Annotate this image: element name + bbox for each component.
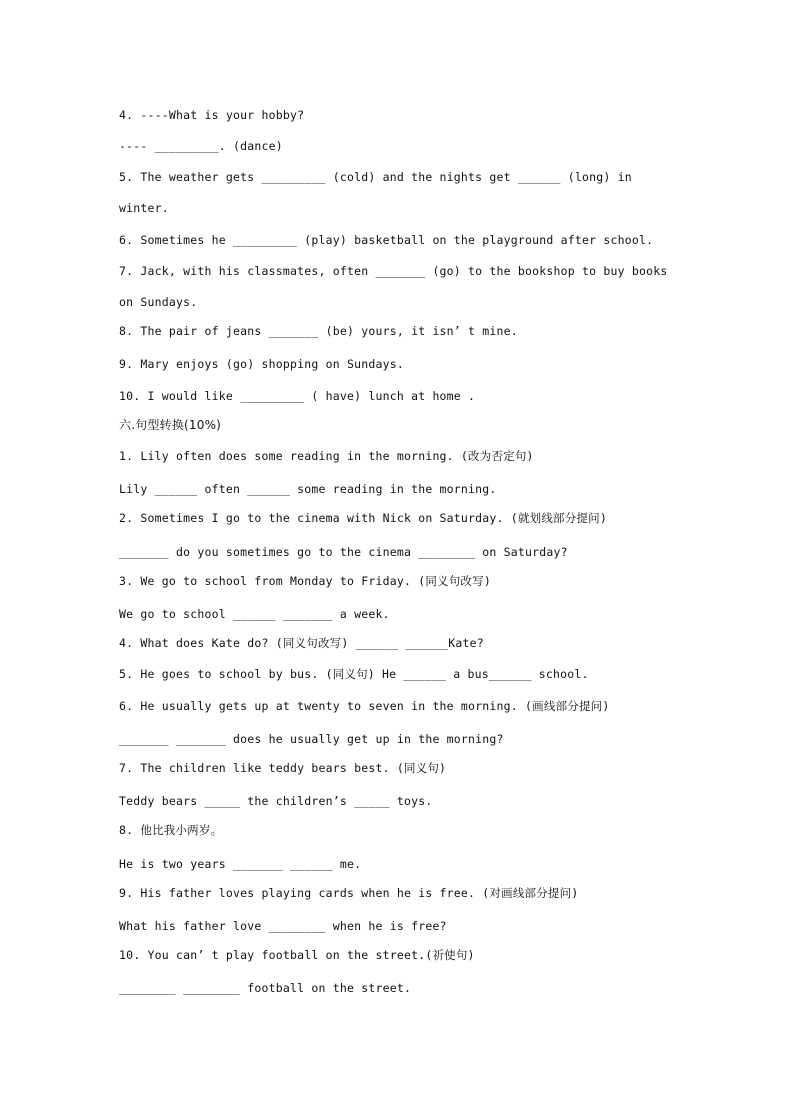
s6-question-8-answer: He is two years _______ ______ me. (119, 857, 362, 871)
question-7-line1: 7. Jack, with his classmates, often _______ (go) to the bookshop to buy books (119, 264, 668, 278)
s6-question-2-answer: _______ do you sometimes go to the cinema ________ on Saturday? (119, 545, 568, 559)
s6-question-5: 5. He goes to school by bus. (同义句) He ______ a bus______ school. (119, 667, 589, 681)
s6-question-1-prompt: 1. Lily often does some reading in the morning. (改为否定句) (119, 449, 534, 463)
question-8: 8. The pair of jeans _______ (be) yours, it isn’ t mine. (119, 324, 518, 338)
question-5-line2: winter. (119, 201, 169, 215)
s6-question-3-answer: We go to school ______ _______ a week. (119, 607, 390, 621)
question-4-answer: ---- _________. (dance) (119, 139, 283, 153)
question-10: 10. I would like _________ ( have) lunch at home . (119, 389, 476, 403)
question-9: 9. Mary enjoys (go) shopping on Sundays. (119, 357, 404, 371)
s6-question-6-answer: _______ _______ does he usually get up in the morning? (119, 732, 504, 746)
s6-question-9-prompt: 9. His father loves playing cards when he is free. (对画线部分提问) (119, 886, 579, 900)
s6-question-7-prompt: 7. The children like teddy bears best. (同义句) (119, 761, 447, 775)
question-7-line2: on Sundays. (119, 295, 198, 309)
s6-question-10-prompt: 10. You can’ t play football on the street.(祈使句) (119, 948, 475, 962)
section-6-heading: 六.句型转换(10%) (119, 418, 222, 432)
s6-question-2-prompt: 2. Sometimes I go to the cinema with Nick on Saturday. (就划线部分提问) (119, 511, 607, 525)
s6-question-6-prompt: 6. He usually gets up at twenty to seven in the morning. (画线部分提问) (119, 699, 610, 713)
question-5-line1: 5. The weather gets _________ (cold) and the nights get ______ (long) in (119, 170, 632, 184)
s6-question-7-answer: Teddy bears _____ the children’s _____ toys. (119, 794, 433, 808)
question-6: 6. Sometimes he _________ (play) basketball on the playground after school. (119, 233, 654, 247)
s6-question-1-answer: Lily ______ often ______ some reading in the morning. (119, 482, 497, 496)
s6-question-4: 4. What does Kate do? (同义句改写) ______ ______Kate? (119, 636, 484, 650)
s6-question-9-answer: What his father love ________ when he is free? (119, 919, 447, 933)
s6-question-10-answer: ________ ________ football on the street. (119, 981, 412, 995)
s6-question-3-prompt: 3. We go to school from Monday to Friday. (同义句改写) (119, 574, 491, 588)
s6-question-8-prompt: 8. 他比我小两岁。 (119, 823, 223, 837)
question-4-prompt: 4. ----What is your hobby? (119, 108, 305, 122)
